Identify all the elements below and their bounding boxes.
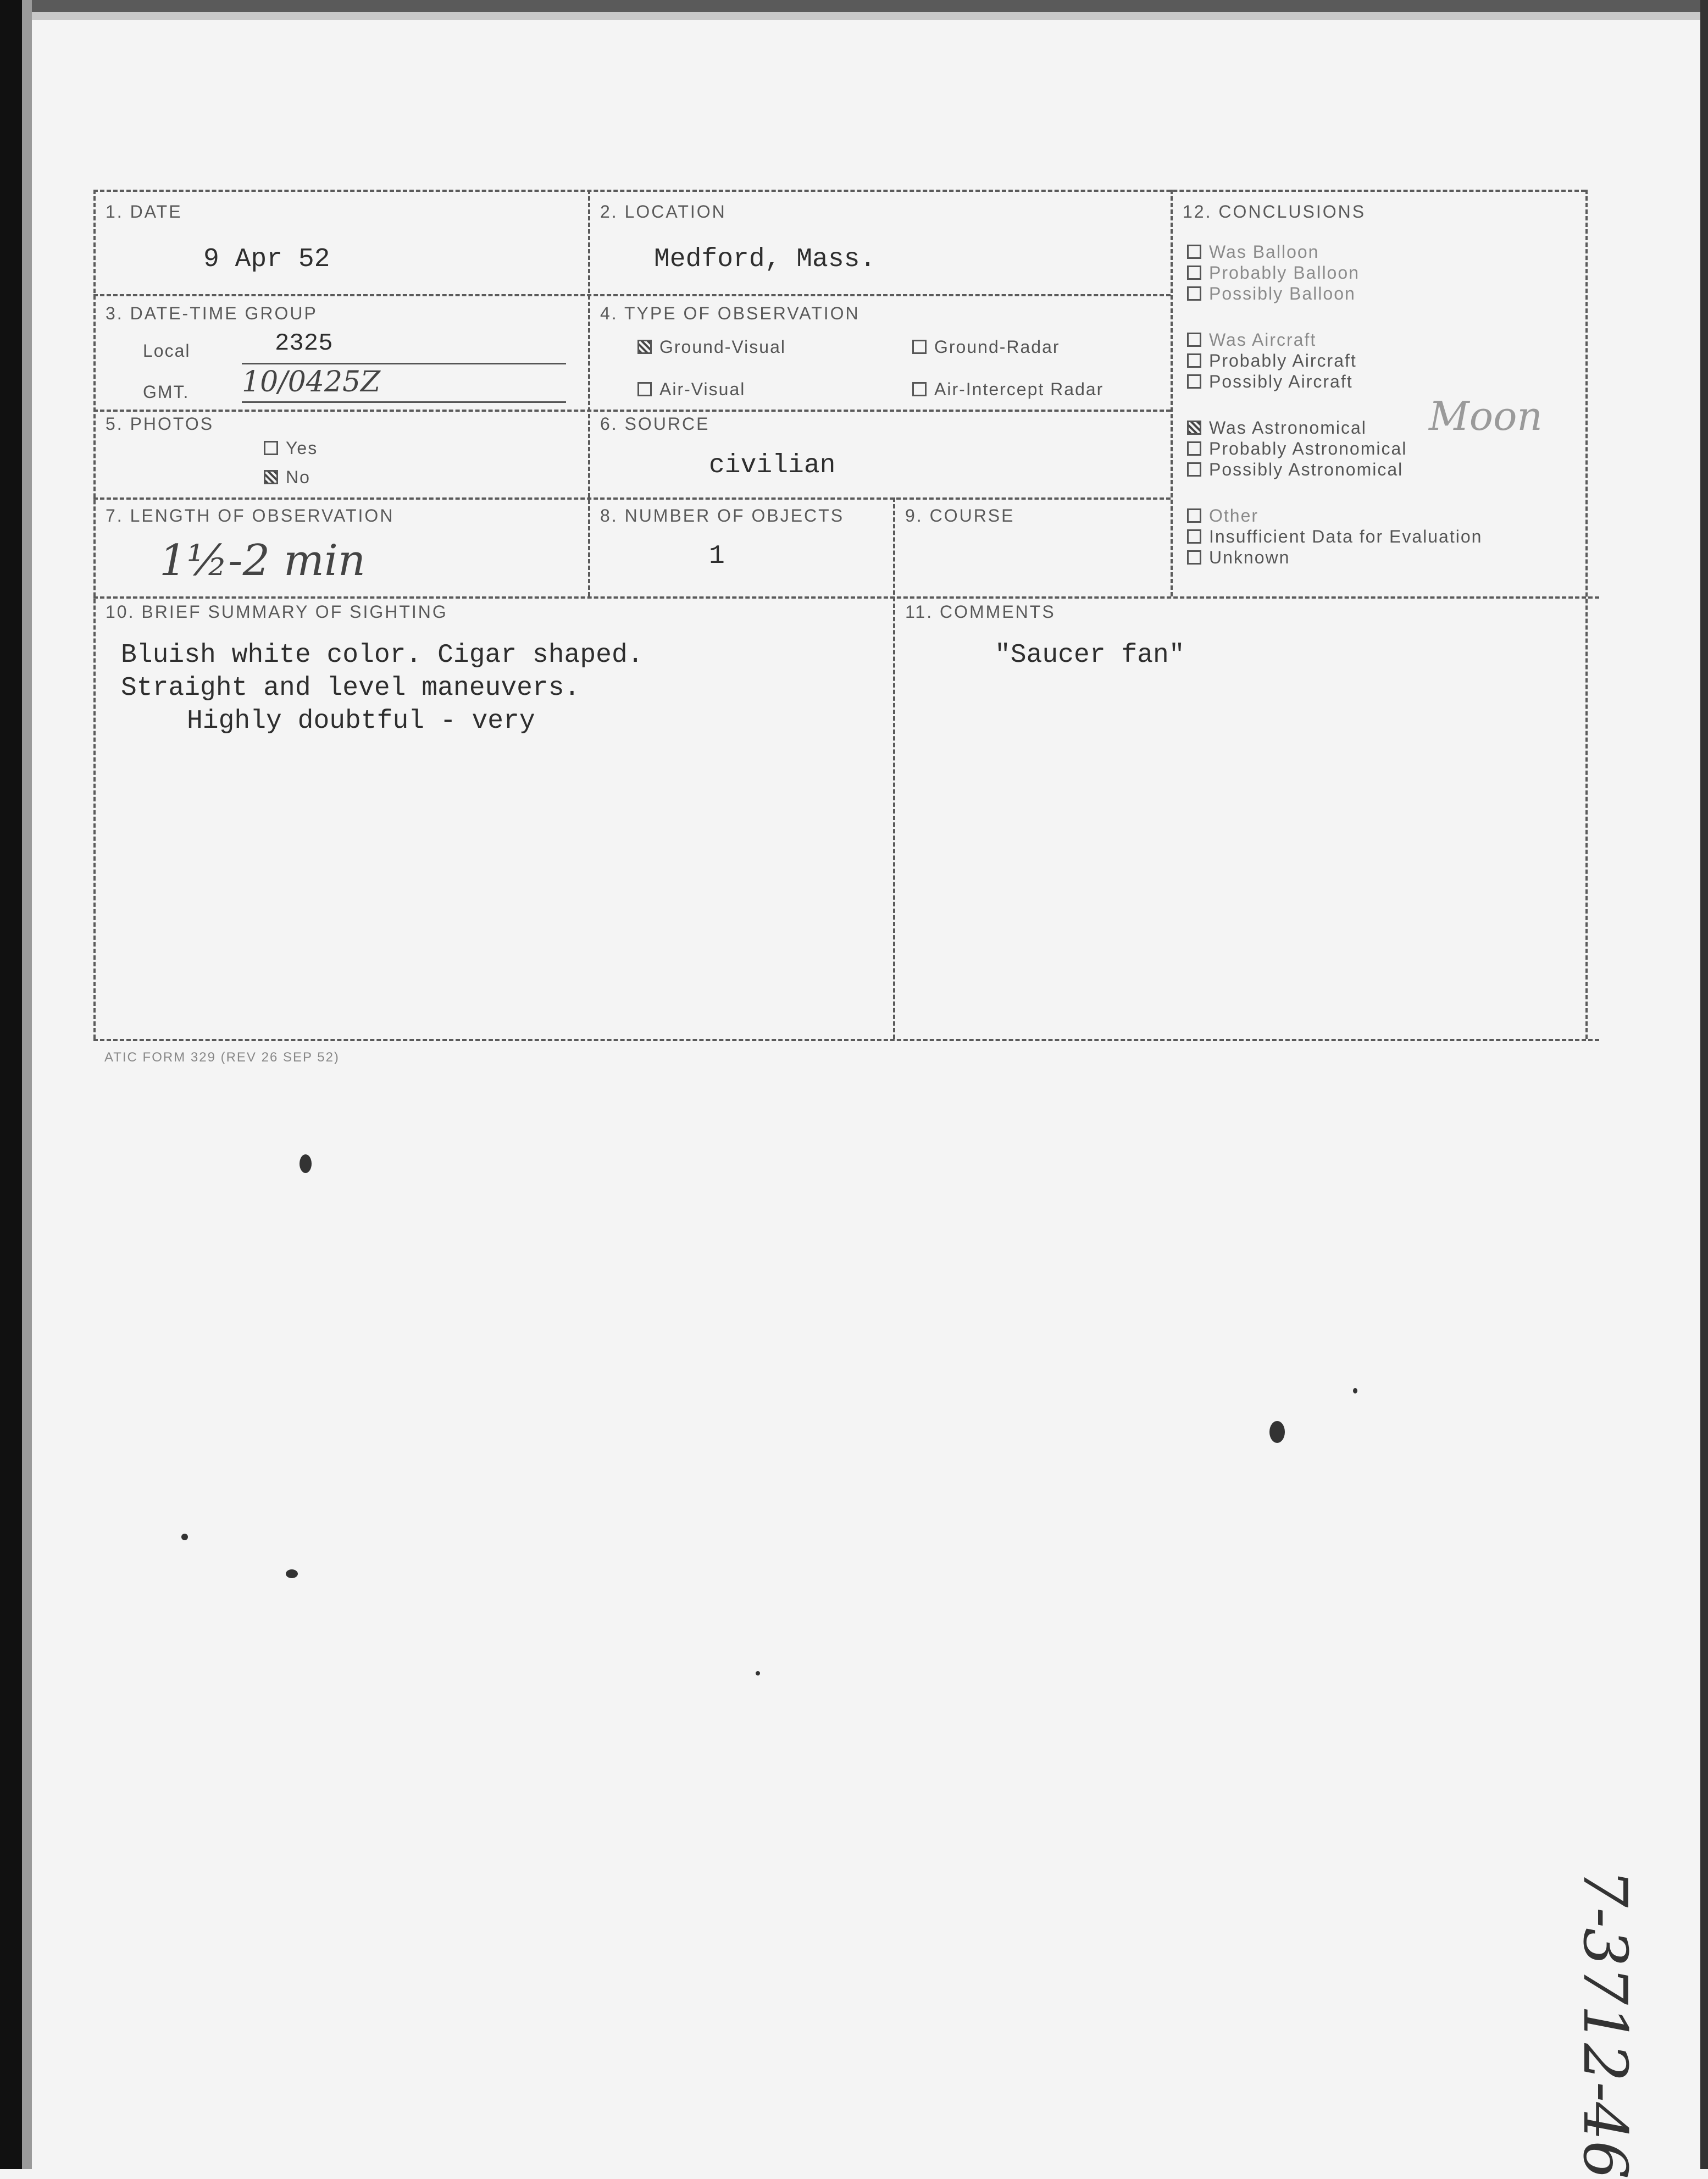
conclusion-was-astronomical [1187, 418, 1367, 438]
row-divider-2 [93, 410, 1171, 412]
checkbox-icon [1187, 374, 1201, 389]
conclusion-was-balloon [1187, 242, 1319, 262]
checkbox-checked-icon [637, 340, 652, 354]
summary-line-2: Straight and level maneuvers. [121, 673, 580, 703]
conclusion-label: Possibly Balloon [1209, 284, 1356, 303]
local-time-underline [242, 363, 566, 364]
conclusion-label: Was Aircraft [1209, 330, 1317, 350]
row-divider-4 [93, 596, 1599, 599]
checkbox-icon [1187, 508, 1201, 523]
checkbox-icon [1187, 529, 1201, 544]
date-label: 1. DATE [106, 202, 182, 222]
option-air-visual [637, 379, 745, 400]
checkbox-icon [1187, 333, 1201, 347]
conclusion-possibly-astronomical [1187, 460, 1403, 480]
date-value: 9 Apr 52 [203, 245, 330, 274]
gmt-label: GMT. [143, 382, 190, 402]
source-label: 6. SOURCE [600, 414, 710, 434]
photos-yes [264, 438, 318, 458]
form-bottom-border [93, 1039, 1599, 1041]
summary-line-3: Highly doubtful - very [187, 706, 535, 736]
location-value: Medford, Mass. [654, 245, 876, 274]
option-ground-radar-label: Ground-Radar [934, 337, 1060, 357]
checkbox-icon [912, 340, 927, 354]
handwritten-conclusion-note: Moon [1429, 393, 1543, 439]
checkbox-icon [1187, 550, 1201, 565]
source-value: civilian [709, 451, 836, 480]
length-of-observation-label: 7. LENGTH OF OBSERVATION [106, 506, 395, 526]
scan-speck [181, 1534, 188, 1540]
handwritten-margin-note: 7-3712-46 [1570, 1869, 1640, 2179]
comments-label: 11. COMMENTS [905, 602, 1056, 622]
option-ground-visual [637, 337, 786, 357]
conclusion-label: Possibly Aircraft [1209, 372, 1353, 391]
conclusion-possibly-aircraft [1187, 372, 1353, 392]
comments-value: "Saucer fan" [995, 640, 1185, 670]
local-time-value: 2325 [275, 330, 333, 357]
summary-label: 10. BRIEF SUMMARY OF SIGHTING [106, 602, 448, 622]
conclusion-was-aircraft [1187, 330, 1316, 350]
checkbox-icon [1187, 441, 1201, 456]
scan-edge-right [1700, 0, 1708, 2169]
location-label: 2. LOCATION [600, 202, 727, 222]
conclusion-label: Other [1209, 506, 1259, 526]
checkbox-icon [1187, 245, 1201, 259]
observation-type-label: 4. TYPE OF OBSERVATION [600, 303, 860, 323]
checkbox-icon [1187, 286, 1201, 301]
conclusion-label: Insufficient Data for Evaluation [1209, 527, 1483, 546]
conclusion-probably-balloon [1187, 263, 1360, 283]
photos-no-label: No [286, 467, 310, 487]
gmt-underline [242, 401, 566, 403]
checkbox-icon [637, 382, 652, 396]
conclusion-other [1187, 506, 1258, 526]
conclusion-insufficient-data [1187, 527, 1482, 547]
form-left-border [93, 190, 96, 1039]
photos-yes-label: Yes [286, 438, 318, 458]
local-time-label: Local [143, 341, 191, 361]
conclusion-label: Probably Astronomical [1209, 439, 1407, 458]
scan-edge-top [0, 0, 1708, 12]
col-divider-3 [1171, 190, 1173, 596]
number-of-objects-value: 1 [709, 541, 725, 571]
photos-label: 5. PHOTOS [106, 414, 214, 434]
scan-speck [756, 1671, 760, 1675]
checkbox-checked-icon [264, 470, 278, 484]
scan-edge-left [0, 0, 22, 2169]
date-time-group-label: 3. DATE-TIME GROUP [106, 303, 318, 323]
course-label: 9. COURSE [905, 506, 1015, 526]
col-divider-2 [893, 497, 895, 1039]
row-divider-3 [93, 497, 1171, 500]
form-number-footer: ATIC FORM 329 (REV 26 SEP 52) [104, 1050, 340, 1065]
checkbox-icon [264, 441, 278, 455]
conclusion-label: Probably Balloon [1209, 263, 1360, 283]
conclusion-unknown [1187, 547, 1290, 568]
scan-speck [300, 1154, 312, 1173]
row-divider-1 [93, 294, 1171, 296]
conclusion-label: Possibly Astronomical [1209, 460, 1404, 479]
conclusion-probably-astronomical [1187, 439, 1407, 459]
length-of-observation-value: 1½-2 min [159, 536, 366, 585]
conclusions-label: 12. CONCLUSIONS [1183, 202, 1366, 222]
conclusion-label: Was Balloon [1209, 242, 1319, 262]
conclusion-label: Was Astronomical [1209, 418, 1367, 438]
checkbox-icon [1187, 266, 1201, 280]
form-top-border [93, 190, 1585, 192]
option-ground-visual-label: Ground-Visual [659, 337, 786, 357]
scan-speck [1269, 1421, 1285, 1443]
gmt-value: 10/0425Z [242, 366, 381, 399]
checkbox-checked-icon [1187, 421, 1201, 435]
checkbox-icon [1187, 462, 1201, 477]
scan-speck [286, 1569, 298, 1578]
option-air-intercept-radar-label: Air-Intercept Radar [934, 379, 1104, 399]
conclusion-possibly-balloon [1187, 284, 1356, 304]
checkbox-icon [1187, 353, 1201, 368]
option-air-visual-label: Air-Visual [659, 379, 746, 399]
number-of-objects-label: 8. NUMBER OF OBJECTS [600, 506, 845, 526]
col-divider-1 [588, 190, 590, 596]
checkbox-icon [912, 382, 927, 396]
observation-form [93, 190, 1599, 1044]
form-right-border [1585, 190, 1588, 1039]
photos-no [264, 467, 310, 488]
option-ground-radar [912, 337, 1060, 357]
scan-speck [1353, 1388, 1357, 1393]
conclusion-label: Probably Aircraft [1209, 351, 1357, 370]
summary-line-1: Bluish white color. Cigar shaped. [121, 640, 644, 670]
scan-edge-top-shadow [0, 12, 1708, 20]
conclusion-label: Unknown [1209, 547, 1290, 567]
conclusion-probably-aircraft [1187, 351, 1357, 371]
option-air-intercept-radar [912, 379, 1103, 400]
scan-edge-left-shadow [22, 0, 32, 2169]
